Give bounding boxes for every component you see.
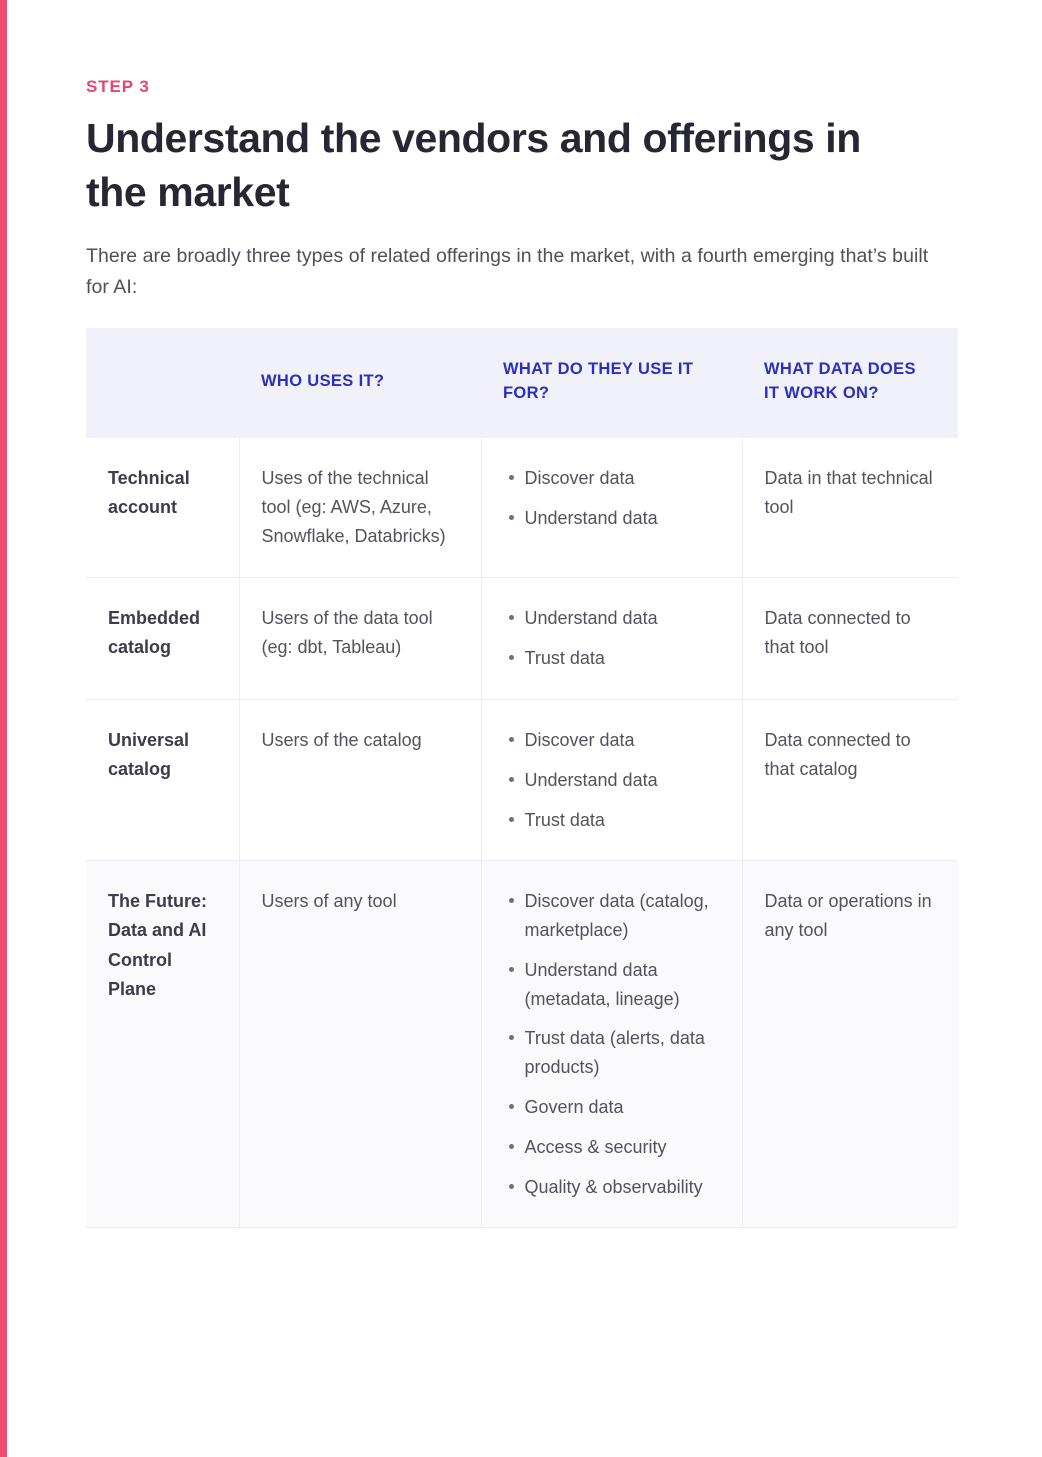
usage-bullet-item: Access & security <box>525 1133 720 1162</box>
page-header <box>86 78 961 304</box>
cell-offering-name: The Future: Data and AI Control Plane <box>86 861 239 1228</box>
usage-bullet-item: Understand data (metadata, lineage) <box>525 956 720 1014</box>
table-row <box>86 578 958 700</box>
table-header-row <box>86 328 958 438</box>
cell-offering-name: Technical account <box>86 438 239 578</box>
cell-what-data: Data or operations in any tool <box>742 861 958 1228</box>
column-header-what-do-they-use-it-for: WHAT DO THEY USE IT FOR? <box>481 328 742 438</box>
page-title: Understand the vendors and offerings in the market <box>86 114 861 215</box>
intro-paragraph: There are broadly three types of related offerings in the market, with a fourth emerging that’s built for AI: <box>86 244 929 299</box>
table-row <box>86 861 958 1228</box>
table-header <box>86 328 958 438</box>
table-row <box>86 699 958 860</box>
step-label: STEP 3 <box>86 77 150 96</box>
usage-bullet-item: Quality & observability <box>525 1173 720 1202</box>
usage-bullet-item: Discover data <box>525 464 720 493</box>
cell-offering-name: Universal catalog <box>86 699 239 860</box>
usage-bullet-item: Understand data <box>525 604 720 633</box>
usage-bullet-item: Govern data <box>525 1093 720 1122</box>
usage-bullet-item: Trust data (alerts, data products) <box>525 1024 720 1082</box>
table-row <box>86 438 958 578</box>
usage-bullet-item: Trust data <box>525 806 720 835</box>
usage-bullet-list <box>504 726 720 834</box>
cell-what-used-for <box>481 699 742 860</box>
cell-what-used-for <box>481 861 742 1228</box>
usage-bullet-list <box>504 887 720 1201</box>
usage-bullet-item: Trust data <box>525 644 720 673</box>
cell-what-data: Data connected to that tool <box>742 578 958 700</box>
usage-bullet-item: Discover data <box>525 726 720 755</box>
usage-bullet-item: Discover data (catalog, marketplace) <box>525 887 720 945</box>
cell-what-data: Data in that technical tool <box>742 438 958 578</box>
usage-bullet-list <box>504 604 720 673</box>
usage-bullet-item: Understand data <box>525 766 720 795</box>
cell-what-data: Data connected to that catalog <box>742 699 958 860</box>
cell-who-uses-it: Users of the catalog <box>239 699 481 860</box>
usage-bullet-list <box>504 464 720 533</box>
cell-who-uses-it: Uses of the technical tool (eg: AWS, Azure, Snowflake, Databricks) <box>239 438 481 578</box>
cell-offering-name: Embedded catalog <box>86 578 239 700</box>
cell-who-uses-it: Users of any tool <box>239 861 481 1228</box>
column-header-offering <box>86 328 239 438</box>
offerings-comparison-table <box>86 328 958 1228</box>
column-header-what-data-does-it-work-on: WHAT DATA DOES IT WORK ON? <box>742 328 958 438</box>
cell-who-uses-it: Users of the data tool (eg: dbt, Tableau) <box>239 578 481 700</box>
cell-what-used-for <box>481 578 742 700</box>
cell-what-used-for <box>481 438 742 578</box>
usage-bullet-item: Understand data <box>525 504 720 533</box>
column-header-who-uses-it: WHO USES IT? <box>239 328 481 438</box>
table-body <box>86 438 958 1228</box>
